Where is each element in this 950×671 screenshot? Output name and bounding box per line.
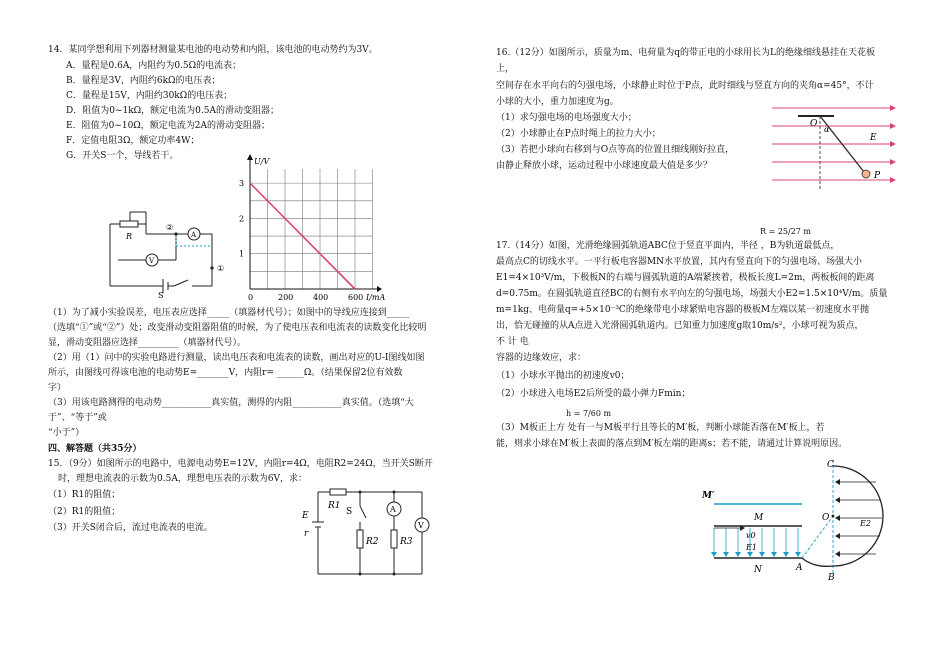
- circuit-label-s: S: [158, 291, 164, 300]
- q14-sub3-line: （3）用该电路测得的电动势___________真实值，测得的内阻___________真实值。（选填“大: [48, 398, 414, 408]
- section-heading: 四、解答题（共35分）: [48, 444, 142, 454]
- q16-line: （1）求匀强电场的电场强度大小；: [496, 113, 637, 123]
- label-alpha: α: [824, 125, 830, 134]
- label-o: O: [810, 119, 818, 129]
- label-v: V: [418, 521, 424, 530]
- q17-line: 容器的边缘效应，求：: [496, 353, 587, 363]
- y-tick: 2: [239, 214, 245, 224]
- circuit-label-v: V: [149, 257, 155, 265]
- q17-line: 能，则求小球在M′板上表面的落点到M′板左端的距离s；若不能，请通过计算说明原因。: [496, 439, 848, 449]
- arc-track: [833, 466, 883, 566]
- q16-line: 上，: [496, 64, 515, 74]
- r1-resistor: [330, 489, 346, 495]
- label-s: S: [346, 507, 353, 517]
- label-r: r: [304, 529, 309, 539]
- q15-line: （1）R1的阻值；: [48, 490, 121, 500]
- x-tick: 400: [313, 293, 329, 302]
- q15-circuit-diagram: [300, 484, 440, 582]
- label-r2: R2: [366, 537, 379, 547]
- q16-line: 由静止释放小球，运动过程中小球速度最大值是多少？: [496, 161, 713, 171]
- q14-sub3-line: “小于”）: [48, 428, 85, 438]
- q14-sub2-line: 所示，由图线可得该电池的电动势E=_______V，内阻r= ______Ω。（结果保留2位有效数: [48, 368, 403, 378]
- q17-line: d=0.75m。在圆弧轨道直径BC的右侧有水平向左的匀强电场，场强大小E2=1.5×10⁴V/m。质量: [496, 289, 888, 299]
- q14-sub2-line: 字）: [48, 383, 67, 393]
- q14-item: D．阻值为0~1kΩ，额定电流为0.5A的滑动变阻器；: [66, 106, 279, 116]
- label-v0: v0: [746, 531, 756, 540]
- y-axis-label: U/V: [254, 157, 270, 166]
- circuit-label-2: ②: [166, 223, 174, 232]
- label-m: M: [754, 513, 764, 523]
- label-a: A: [390, 505, 396, 514]
- label-r3: R3: [400, 537, 413, 547]
- arc-track-lower: [802, 558, 833, 566]
- x-tick: 0: [248, 293, 254, 302]
- label-e: E: [302, 511, 309, 521]
- y-tick: 1: [239, 249, 245, 259]
- ball: [862, 170, 870, 178]
- label-m-prime: M′: [702, 491, 715, 501]
- q16-line: （3）若把小球向右移到与O点等高的位置且细线刚好拉直，: [496, 145, 735, 155]
- q17-line: （1）小球水平抛出的初速度v0；: [496, 371, 630, 381]
- q17-line: E1=4×10³V/m，下极板N的右端与圆弧轨道的A端紧挨着，极板长度L=2m，两板板间的距离: [496, 273, 875, 283]
- circuit-label-a: A: [191, 231, 197, 239]
- q16-field-diagram: [770, 100, 896, 192]
- q14-item: C．量程是15V，内阻约30kΩ的电压表；: [66, 91, 233, 101]
- q14-sub1-line: （选填“①”或“②”）处；改变滑动变阻器阻值的时候，为了使电压表和电流表的读数变化比较明: [48, 323, 427, 333]
- q17-line: （2）小球进入电场E2后所受的最小弹力Fmin；: [496, 389, 691, 399]
- q17-radius-formula: R = 25/27 m: [760, 227, 811, 236]
- q16-line: 小球的大小，重力加速度为g。: [496, 97, 619, 107]
- q14-sub3-line: 于”、“等于”或: [48, 413, 107, 423]
- x-axis-label: I/mA: [366, 293, 386, 302]
- y-tick: 3: [239, 179, 245, 189]
- label-e: E: [870, 133, 877, 143]
- q14-circuit-diagram: [108, 206, 238, 298]
- q17-height-formula: h = 7/60 m: [566, 409, 612, 418]
- label-c: C: [827, 460, 834, 470]
- q16-line: （2）小球静止在P点时绳上的拉力大小；: [496, 129, 661, 139]
- label-b: B: [828, 573, 835, 583]
- y-axis-arrow: [247, 154, 253, 160]
- q17-line: 不 计 电: [496, 337, 529, 347]
- q14-sub1-line: 显，滑动变阻器应选择_________（填器材代号）。: [48, 338, 247, 348]
- x-axis-arrow: [377, 286, 382, 292]
- r3-resistor: [391, 530, 397, 548]
- q17-line: （3）M板正上方 处有一与M板平行且等长的M′板，判断小球能否落在M′板上，若: [496, 423, 825, 433]
- q14-item: B．量程是3V，内阻约6kΩ的电压表；: [66, 76, 221, 86]
- q16-line: 空间存在水平向右的匀强电场，小球静止时位于P点，此时细线与竖直方向的夹角α=45°，不计: [496, 81, 874, 91]
- label-a: A: [796, 563, 803, 573]
- circuit-label-1: ①: [217, 264, 225, 273]
- label-p: P: [874, 171, 881, 181]
- q15-line: 时，理想电流表的示数为0.5A，理想电压表的示数为6V，求：: [58, 474, 308, 484]
- ui-graph: [232, 152, 386, 302]
- x-tick: 600: [348, 293, 364, 302]
- label-e2: E2: [860, 519, 871, 528]
- q14-item: E．阻值为0~10Ω，额定电流为2A的滑动变阻器；: [66, 121, 270, 131]
- x-tick: 200: [278, 293, 294, 302]
- circuit-label-r: R: [126, 232, 133, 241]
- q15-line: 15．（9分）如图所示的电路中，电源电动势E=12V，内阻r=4Ω，电阻R2=24Ω，当开关S断开: [48, 459, 433, 469]
- q15-line: （2）R1的阻值；: [48, 507, 121, 517]
- q14-intro: 14．某同学想利用下列器材测量某电池的电动势和内阻，该电池的电动势约为3V。: [48, 45, 378, 55]
- r2-resistor: [357, 530, 363, 548]
- label-o: O: [822, 513, 830, 523]
- q16-line: 16.（12分）如图所示，质量为m、电荷量为q的带正电的小球用长为L的绝缘细线悬挂在天花板: [496, 48, 876, 58]
- q17-line: m=1kg、电荷量q=+5×10⁻³C的绝缘带电小球紧贴电容器的极板M左端以某一初速度水平抛: [496, 305, 870, 315]
- q14-item: A．量程是0.6A，内阻约为0.5Ω的电流表；: [66, 61, 242, 71]
- label-n: N: [754, 565, 762, 575]
- q15-line: （3）开关S闭合后，流过电流表的电流。: [48, 523, 213, 533]
- q14-item: F．定值电阻3Ω，额定功率4W；: [66, 136, 200, 146]
- q14-item: G．开关S一个，导线若干。: [66, 151, 179, 161]
- q17-line: 出，恰无碰撞的从A点进入光滑圆弧轨道内。已知重力加速度g取10m/s²，小球可视为质点，: [496, 321, 864, 331]
- label-e1: E1: [746, 543, 757, 552]
- q17-line: 17.（14分）如图，光滑绝缘圆弧轨道ABC位于竖直平面内，半径 ，B为轨道最低点，: [496, 241, 840, 251]
- q14-sub2-line: （2）用（1）问中的实验电路进行测量，读出电压表和电流表的读数，画出对应的U-I图线如图: [48, 353, 425, 363]
- q17-line: 最高点C的切线水平。一平行板电容器MN水平放置，其内有竖直向下的匀强电场、场强大小: [496, 257, 862, 267]
- q14-sub1-line: （1）为了减小实验误差，电压表应选择_____（填器材代号）；如图中的导线应连接到_____: [48, 308, 410, 318]
- rheostat-symbol: [120, 221, 138, 227]
- q17-track-diagram: [700, 458, 900, 582]
- label-r1: R1: [328, 501, 341, 511]
